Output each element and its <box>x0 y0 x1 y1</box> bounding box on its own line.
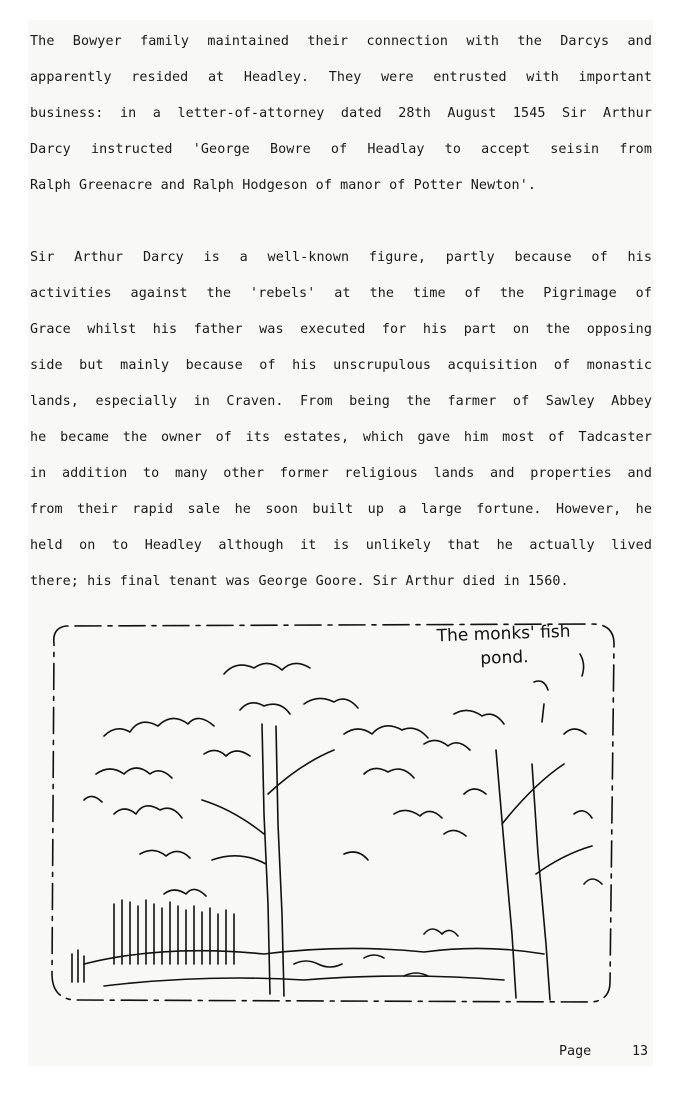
caption-line: The monks' fish <box>436 621 571 647</box>
text-line: held on to Headley although it is unlikely that he actually lived <box>30 538 652 553</box>
left-tree-trunk <box>262 724 284 996</box>
right-tree-trunk <box>496 750 550 1000</box>
caption-line: pond. <box>479 647 529 669</box>
text-line: The Bowyer family maintained their connection with the Darcys and <box>30 34 652 49</box>
sketch-caption <box>403 619 605 674</box>
text-line: he became the owner of its estates, which gave him most of Tadcaster <box>30 430 652 445</box>
page-number: 13 <box>632 1044 649 1059</box>
text-line: side but mainly because of his unscrupulous acquisition of monastic <box>30 358 652 373</box>
fish-pond-sketch <box>44 614 616 1010</box>
pond-bank <box>84 948 544 986</box>
paragraph-bowyer-family <box>30 24 652 204</box>
text-line: Sir Arthur Darcy is a well-known figure, partly because of his <box>30 250 652 265</box>
paragraph-sir-arthur-darcy <box>30 240 652 600</box>
text-line: business: in a letter-of-attorney dated 28th August 1545 Sir Arthur <box>30 106 652 121</box>
text-line: Ralph Greenacre and Ralph Hodgeson of manor of Potter Newton'. <box>30 178 537 193</box>
text-line: Darcy instructed 'George Bowre of Headlay to accept seisin from <box>30 142 652 157</box>
text-line: lands, especially in Craven. From being the farmer of Sawley Abbey <box>30 394 652 409</box>
page-label: Page <box>559 1044 592 1059</box>
text-line: there; his final tenant was George Goore. Sir Arthur died in 1560. <box>30 574 569 589</box>
text-line: from their rapid sale he soon built up a large fortune. However, he <box>30 502 652 517</box>
text-line: apparently resided at Headley. They were entrusted with important <box>30 70 652 85</box>
text-line: Grace whilst his father was executed for his part on the opposing <box>30 322 652 337</box>
text-line: activities against the 'rebels' at the time of the Pigrimage of <box>30 286 652 301</box>
text-line: in addition to many other former religious lands and properties and <box>30 466 652 481</box>
